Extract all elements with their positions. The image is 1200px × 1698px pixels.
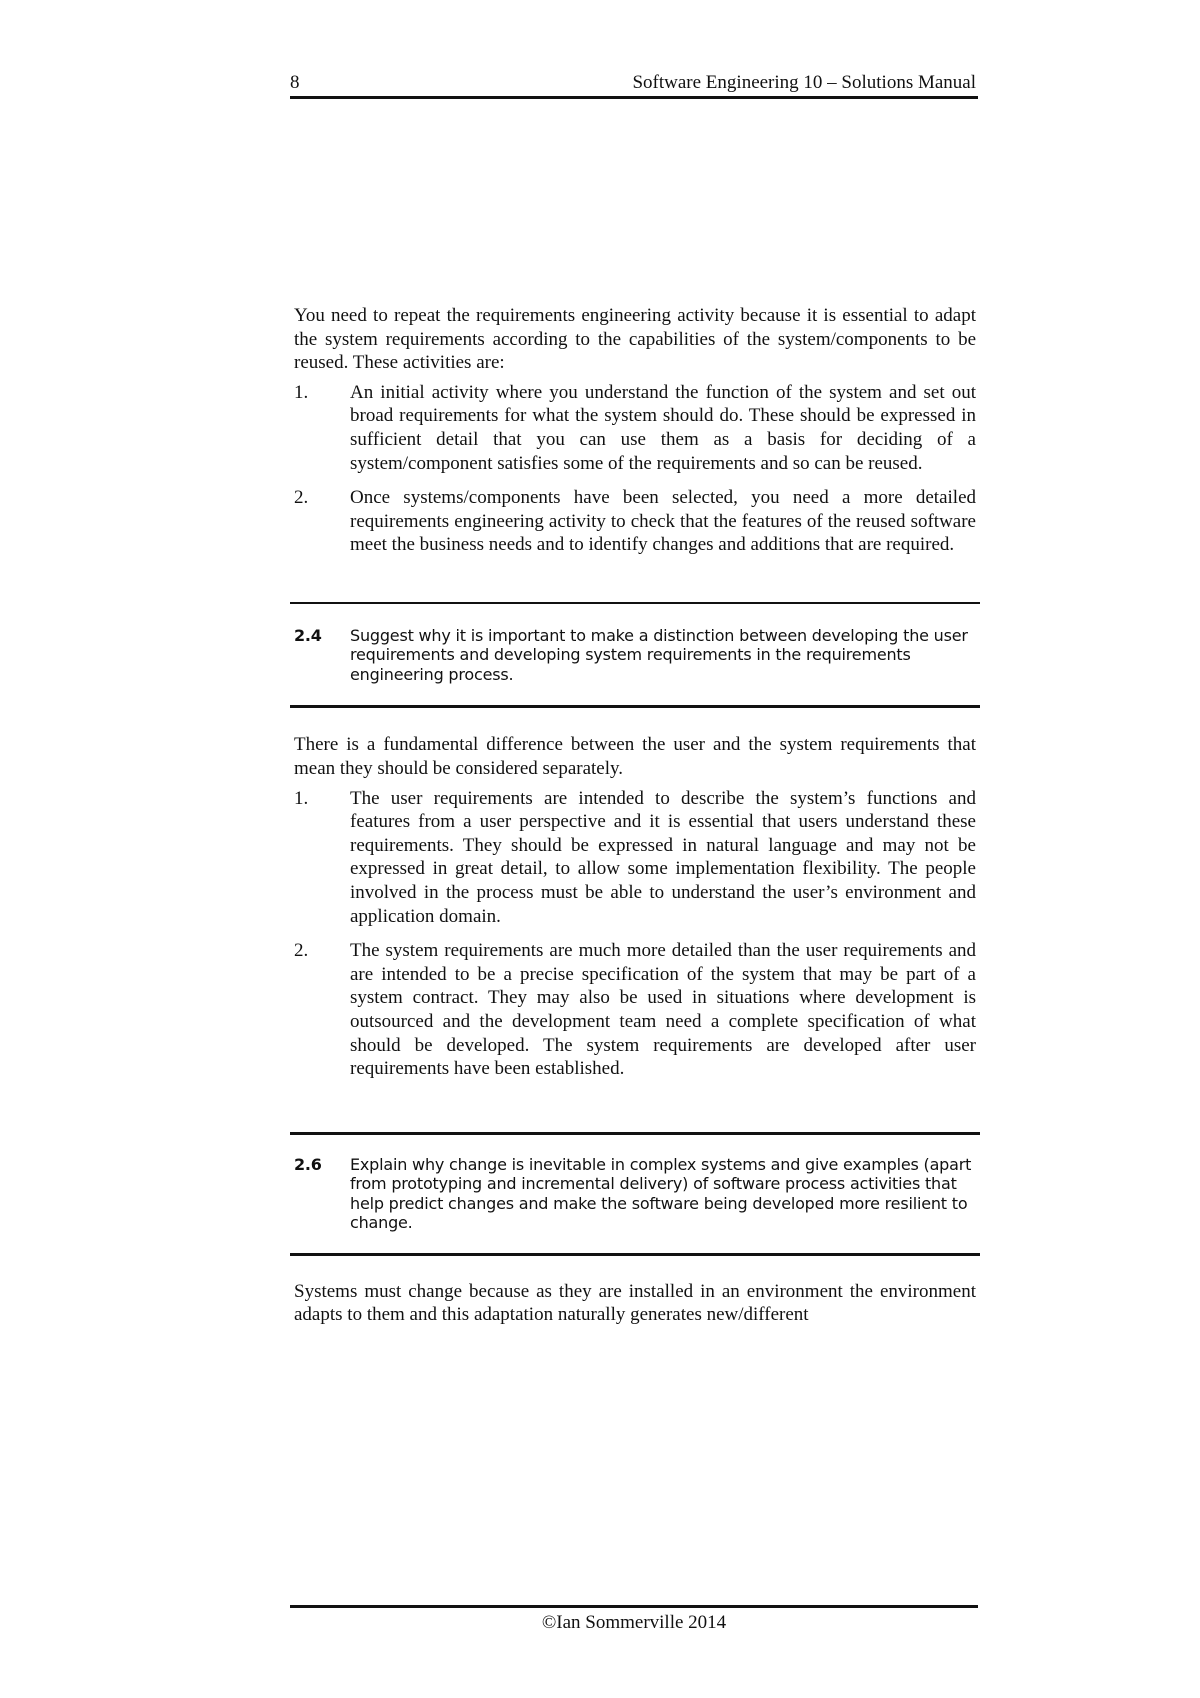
list-item [294, 381, 976, 475]
book-title: Software Engineering 10 – Solutions Manual [632, 72, 976, 93]
page-number: 8 [290, 72, 300, 93]
list-item [294, 787, 976, 929]
question-number: 2.4 [294, 625, 322, 645]
list-item [294, 939, 976, 1081]
list-item-text: An initial activity where you understand the function of the system and set out broad requirements for what the system should do. These should be expressed in sufficient detail that you can use them as a basis for deciding of a system/component satisfies some of the requirements and so can be reused. [350, 381, 976, 474]
section1-intro: You need to repeat the requirements engineering activity because it is essential to adapt the system requirements according to the capabilities of the system/components to be reused. These activities are: [294, 305, 976, 374]
page-header [290, 72, 978, 96]
footer-rule [290, 1605, 978, 1608]
copyright-text: ©Ian Sommerville 2014 [541, 1612, 727, 1633]
list-item-number: 2. [294, 487, 309, 509]
question-2-4 [294, 626, 976, 685]
question-text: Explain why change is inevitable in complex systems and give examples (apart from prototyping and incremental delivery) of software process activities that help predict changes and make the software being developed more resilient to change. [350, 1154, 972, 1233]
question-text: Suggest why it is important to make a distinction between developing the user requirements and developing system requirements in the requirements engineering process. [350, 625, 968, 684]
document-page [290, 0, 978, 1698]
question-2-6 [294, 1155, 976, 1233]
list-item-text: The system requirements are much more detailed than the user requirements and are intended to be a precise specification of the system that may be part of a system contract. They may also be used in situations where development is outsourced and the development team need a complete specification of what should be developed. The system requirements are developed after user requirements have been established. [350, 940, 976, 1080]
list-item-text: The user requirements are intended to describe the system’s functions and features from a user perspective and it is essential that users understand these requirements. They should be expressed in natural language and may not be expressed in great detail, to allow some implementation flexibility. The people involved in the process must be able to understand the user’s environment and application domain. [350, 787, 976, 927]
page-footer [290, 1612, 978, 1634]
list-item-number: 1. [294, 787, 309, 809]
page-content [294, 304, 976, 1327]
section1-list [294, 381, 976, 557]
question-number: 2.6 [294, 1154, 322, 1174]
list-item-number: 1. [294, 381, 309, 403]
list-item [294, 486, 976, 557]
header-rule [290, 96, 978, 99]
list-item-text: Once systems/components have been selected, you need a more detailed requirements engineering activity to check that the features of the reused software meet the business needs and to identify changes and additions that are required. [350, 487, 976, 556]
section3-intro: Systems must change because as they are installed in an environment the environment adapts to them and this adaptation naturally generates new/different [294, 1280, 976, 1326]
section2-list [294, 787, 976, 1081]
section2-intro: There is a fundamental difference between the user and the system requirements that mean they should be considered separately. [294, 734, 976, 780]
list-item-number: 2. [294, 940, 309, 962]
